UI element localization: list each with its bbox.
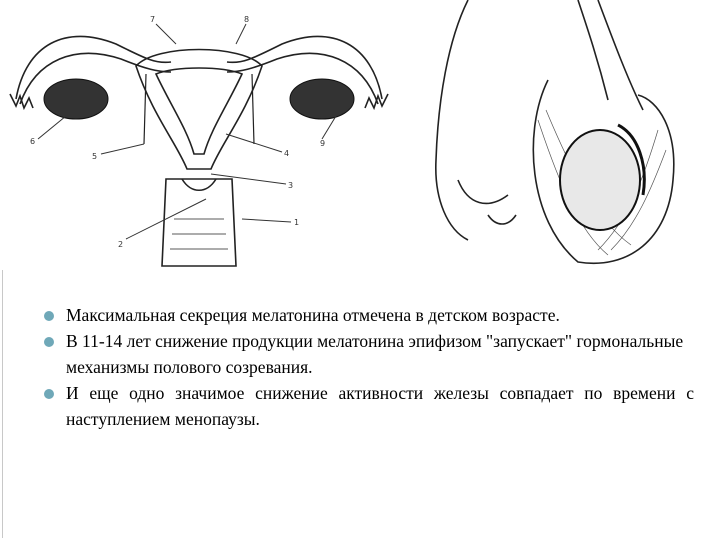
- uterus-illustration: [6, 4, 392, 270]
- left-border-line: [2, 270, 3, 538]
- label-2: 2: [118, 240, 124, 249]
- bullet-item: [44, 328, 694, 380]
- label-1: 1: [294, 218, 300, 227]
- bullet-item: [44, 302, 694, 328]
- label-8: 8: [244, 15, 250, 24]
- bullet-list: [44, 302, 694, 432]
- label-9: 9: [320, 139, 326, 148]
- testis-illustration: [428, 0, 720, 270]
- label-5: 5: [92, 152, 98, 161]
- bullet-item: [44, 380, 694, 432]
- label-4: 4: [284, 149, 290, 158]
- bullet-icon: [44, 389, 54, 399]
- label-7: 7: [150, 15, 156, 24]
- label-6: 6: [30, 137, 36, 146]
- bullet-icon: [44, 337, 54, 347]
- bullet-text: Максимальная секреция мелатонина отмечена в детском возрасте.: [66, 305, 560, 325]
- label-3: 3: [288, 181, 294, 190]
- bullet-text: В 11-14 лет снижение продукции мелатонина эпифизом "запускает" гормональные механизмы полового созревания.: [66, 331, 684, 377]
- bullet-text: И еще одно значимое снижение активности железы совпадает по времени с наступлением менопаузы.: [66, 383, 694, 429]
- bullet-icon: [44, 311, 54, 321]
